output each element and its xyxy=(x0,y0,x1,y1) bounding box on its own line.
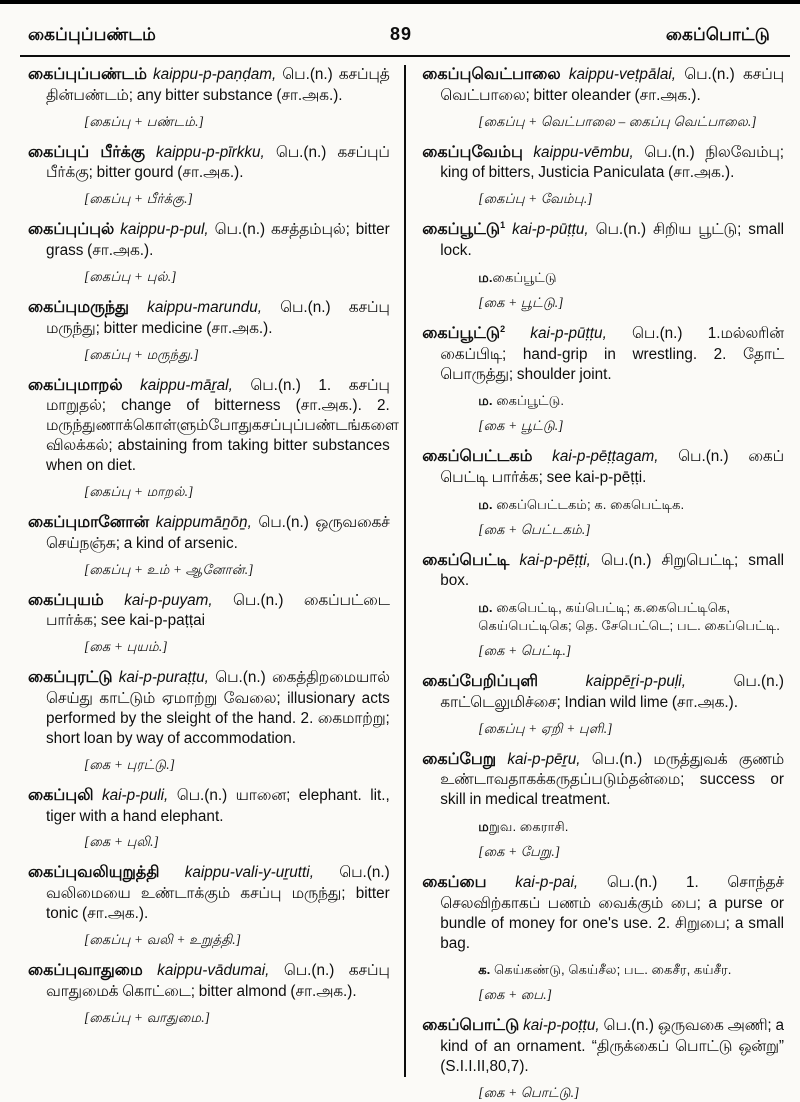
entry-transliteration: kaippu-marundu, xyxy=(147,299,262,317)
dictionary-entry xyxy=(28,863,390,949)
entry-headword: கைப்புப்பண்டம் xyxy=(28,66,147,83)
right-column xyxy=(406,65,785,1100)
entry-etymology: [கைப்பு + வாதுமை.] xyxy=(84,1009,211,1025)
entry-body-text: பெ.(n.) கசப்பு மருந்து; bitter medicine (சா.அக.). xyxy=(46,299,390,337)
entry-transliteration: kai-p-puli, xyxy=(101,786,169,804)
entry-definition xyxy=(28,961,390,1002)
entry-homograph-number: 1 xyxy=(500,220,506,231)
entry-headword: கைப்பெட்டகம் xyxy=(422,448,533,466)
entry-headword: கைப்புவேம்பு xyxy=(422,143,523,161)
page-number: 89 xyxy=(389,24,412,44)
dictionary-entry xyxy=(28,591,390,657)
entry-etymology: [கைப்பு + ஏறி + புளி.] xyxy=(478,720,613,736)
entry-definition xyxy=(28,143,390,184)
dictionary-entry xyxy=(28,668,390,773)
entry-etymology: [கை + பெட்டகம்.] xyxy=(478,521,591,537)
entry-etymology: [கை + பை.] xyxy=(478,987,553,1003)
entry-etymology: [கை + பெட்டி.] xyxy=(478,642,572,658)
dictionary-entry xyxy=(422,447,784,538)
dictionary-entry xyxy=(28,376,399,501)
entry-etymology: [கை + பேறு.] xyxy=(478,844,561,859)
dictionary-entry xyxy=(28,513,390,579)
dictionary-entry xyxy=(422,220,784,311)
entry-definition xyxy=(422,447,784,488)
entry-definition xyxy=(28,591,390,632)
entry-definition xyxy=(28,668,390,748)
dictionary-columns xyxy=(0,57,800,1100)
entry-definition xyxy=(28,786,390,827)
entry-headword: கைப்பை xyxy=(422,874,487,891)
entry-etymology: [கைப்பு + புல்.] xyxy=(84,269,177,285)
entry-body-text: பெ.(n.) சிறுபெட்டி; small box. xyxy=(440,551,784,590)
entry-transliteration: kai-p-pūṭṭu, xyxy=(530,324,607,342)
dictionary-entry xyxy=(422,873,784,1004)
entry-headword: கைப்பூட்டு xyxy=(422,221,501,239)
dictionary-entry xyxy=(28,220,390,286)
entry-definition xyxy=(422,873,784,953)
dictionary-entry xyxy=(28,65,390,131)
dictionary-entry xyxy=(28,143,390,209)
dictionary-entry xyxy=(422,143,784,209)
entry-etymology: [கை + புயம்.] xyxy=(84,639,168,655)
entry-etymology: [கைப்பு + வெட்பாலை – கைப்பு வெட்பாலை.] xyxy=(478,113,757,129)
entry-definition xyxy=(28,376,399,476)
entry-headword: கைப்புப்புல் xyxy=(28,221,115,239)
entry-definition xyxy=(422,551,784,592)
entry-transliteration: kaippēṟi-p-puḷi, xyxy=(585,672,686,690)
entry-transliteration: kaippu-p-pul, xyxy=(120,221,209,239)
entry-transliteration: kaippu-p-paṇḍam, xyxy=(152,66,277,83)
entry-headword: கைப்புவெட்பாலை xyxy=(422,66,561,83)
entry-body-text: பெ.(n.) கசத்தம்புல்; bitter grass (சா.அக.). xyxy=(46,221,390,260)
entry-headword: கைப்பூட்டு xyxy=(422,324,501,342)
entry-body-text: பெ.(n.) ஒருவகை அணி; a kind of an ornament. “திருக்கைப் பொட்டு ஒன்று” (S.I.I.II,80,7). xyxy=(440,1017,785,1075)
entry-etymology: [கைப்பு + பீர்க்கு.] xyxy=(84,191,193,207)
entry-body-text: பெ.(n.) மருத்துவக் குணம் உண்டாவதாகக்கருதப்படும்தன்மை; success or skill in medical treatment. xyxy=(440,750,785,809)
entry-body-text: பெ.(n.) கைப்பட்டை பார்க்க; see kai-p-paṭṭai xyxy=(46,591,390,630)
entry-transliteration: kaippumāṉōṉ, xyxy=(155,513,252,531)
entry-definition xyxy=(422,672,784,713)
entry-body-text: பெ.(n.) காட்டெலுமிச்சை; Indian wild lime (சா.அக.). xyxy=(440,672,784,711)
entry-headword: கைப்பேறு xyxy=(422,750,497,768)
entry-headword: கைப்புவலியுறுத்தி xyxy=(28,864,160,882)
entry-cognates: ம. கைபெட்டி, கய்பெட்டி; க.கைபெட்டிகெ, கெய்பெட்டிகெ; தெ. சேபெட்டெ; பட. கைப்பெட்டி. xyxy=(478,600,780,634)
entry-body-text: பெ.(n.) கைத்திறமையால் செய்து காட்டும் ஏமாற்று வேலை; illusionary acts performed by the sleight of the hand. 2. கைமாற்று; short loan by way of accommodation. xyxy=(46,669,390,747)
entry-headword: கைப்புப் பீர்க்கு xyxy=(28,143,145,161)
entry-headword: கைப்புமானோன் xyxy=(28,513,150,531)
entry-body-text: பெ.(n.) வலிமையை உண்டாக்கும் கசப்பு மருந்து; bitter tonic (சா.அக.). xyxy=(46,864,390,923)
entry-etymology: [கைப்பு + வலி + உறுத்தி.] xyxy=(84,931,242,947)
entry-definition xyxy=(422,143,784,184)
entry-cognates: ம.கைப்பூட்டு xyxy=(478,270,557,286)
entry-cognates: க. கெய்கண்டு, கெய்சீல; பட. கைசீர, கய்சீர. xyxy=(478,962,732,978)
entry-body-text: பெ.(n.) சிறிய பூட்டு; small lock. xyxy=(440,221,784,260)
entry-body-text: பெ.(n.) யானை; elephant. lit., tiger with a hand elephant. xyxy=(46,786,390,825)
entry-transliteration: kai-p-pēṭṭagam, xyxy=(552,448,659,466)
entry-body-text: பெ.(n.) கசப்பு வாதுமைக் கொட்டை; bitter almond (சா.அக.). xyxy=(46,961,390,1000)
entry-body-text: பெ.(n.) 1. கசப்பு மாறுதல்; change of bitterness (சா.அக.). 2. மருந்துணாக்கொள்ளும்போதுகசப்புப்பண்டங்களை விலக்கல்; abstaining from taking bitter substances when on diet. xyxy=(46,376,399,475)
entry-transliteration: kaippu-vali-y-uṟutti, xyxy=(184,864,314,882)
entry-etymology: [கைப்பு + மருந்து.] xyxy=(84,346,199,362)
dictionary-entry xyxy=(28,298,390,364)
entry-transliteration: kai-p-puraṭṭu, xyxy=(118,669,209,687)
entry-definition xyxy=(28,298,390,339)
entry-headword: கைப்பேறிப்புளி xyxy=(422,672,539,690)
dictionary-entry xyxy=(422,750,784,861)
entry-definition xyxy=(28,513,390,554)
entry-transliteration: kaippu-veṭpālai, xyxy=(568,66,677,83)
entry-headword: கைப்பெட்டி xyxy=(422,551,510,569)
entry-definition xyxy=(422,1016,784,1077)
dictionary-entry xyxy=(422,672,784,738)
entry-definition xyxy=(422,750,784,811)
entry-headword: கைப்புவாதுமை xyxy=(28,961,143,979)
entry-transliteration: kai-p-puyam, xyxy=(124,591,213,609)
entry-transliteration: kaippu-p-pīrkku, xyxy=(155,143,265,161)
left-column xyxy=(28,65,404,1077)
header-guide-word-right: கைப்பொட்டு xyxy=(665,25,770,44)
entry-etymology: [கை + பூட்டு.] xyxy=(478,418,564,434)
entry-headword: கைப்புமருந்து xyxy=(28,299,130,317)
entry-transliteration: kai-p-poṭṭu, xyxy=(523,1017,600,1035)
entry-body-text: பெ.(n.) கசப்புப் பீர்க்கு; bitter gourd (சா.அக.). xyxy=(46,143,390,182)
entry-transliteration: kaippu-vēmbu, xyxy=(533,143,634,161)
entry-body-text: பெ.(n.) கசப்பு வெட்பாலை; bitter oleander (சா.அக.). xyxy=(440,66,784,104)
entry-body-text: பெ.(n.) கைப் பெட்டி பார்க்க; see kai-p-pēṭṭi. xyxy=(440,448,784,486)
entry-body-text: பெ.(n.) கசப்புத் தின்பண்டம்; any bitter substance (சா.அக.). xyxy=(46,66,390,104)
entry-body-text: பெ.(n.) நிலவேம்பு; king of bitters, Justicia Paniculata (சா.அக.). xyxy=(440,143,785,182)
entry-cognates: ம. கைப்பூட்டு. xyxy=(478,393,565,409)
entry-headword: கைப்புலி xyxy=(28,786,94,804)
entry-cognates: மறுவ. கைராசி. xyxy=(478,819,569,835)
entry-headword: கைப்புமாறல் xyxy=(28,376,123,394)
entry-homograph-number: 2 xyxy=(500,323,506,334)
dictionary-entry xyxy=(422,551,784,660)
entry-headword: கைப்புயம் xyxy=(28,591,104,609)
entry-definition xyxy=(422,324,784,385)
entry-etymology: [கைப்பு + மாறல்.] xyxy=(84,483,194,499)
entry-headword: கைப்புரட்டு xyxy=(28,669,113,687)
dictionary-entry xyxy=(422,324,784,435)
entry-body-text: பெ.(n.) 1.மல்லரின் கைப்பிடி; hand-grip in wrestling. 2. தோட் பொருத்து; shoulder joint. xyxy=(440,324,785,383)
entry-etymology: [கைப்பு + உம் + ஆனோன்.] xyxy=(84,561,254,577)
dictionary-entry xyxy=(28,961,390,1027)
entry-transliteration: kaippu-māṟal, xyxy=(140,376,233,394)
entry-transliteration: kai-p-pēṭṭi, xyxy=(519,551,591,569)
entry-etymology: [கைப்பு + வேம்பு.] xyxy=(478,191,593,207)
dictionary-entry xyxy=(422,1016,784,1102)
entry-definition xyxy=(422,65,784,106)
entry-cognates: ம. கைப்பெட்டகம்; க. கைபெட்டிக. xyxy=(478,496,685,512)
header-guide-word-left: கைப்புப்பண்டம் xyxy=(28,25,157,44)
entry-headword: கைப்பொட்டு xyxy=(422,1017,520,1035)
entry-body-text: பெ.(n.) 1. சொந்தச் செலவிற்காகப் பணம் வைக்கும் பை; a purse or bundle of money for one's use. 2. சிறுபை; a small bag. xyxy=(440,874,785,952)
entry-etymology: [கை + புலி.] xyxy=(84,834,160,850)
entry-etymology: [கை + பூட்டு.] xyxy=(478,294,564,310)
entry-etymology: [கைப்பு + பண்டம்.] xyxy=(84,113,204,129)
entry-etymology: [கை + பொட்டு.] xyxy=(478,1084,580,1100)
entry-etymology: [கை + புரட்டு.] xyxy=(84,756,176,772)
dictionary-entry xyxy=(422,65,784,131)
entry-definition xyxy=(28,863,390,924)
dictionary-entry xyxy=(28,786,390,852)
entry-definition xyxy=(28,65,390,106)
entry-body-text: பெ.(n.) ஒருவகைச் செய்நஞ்சு; a kind of arsenic. xyxy=(46,513,390,552)
running-header xyxy=(0,4,800,55)
entry-transliteration: kai-p-pēṟu, xyxy=(507,750,581,768)
entry-transliteration: kai-p-pai, xyxy=(515,874,579,891)
entry-transliteration: kai-p-pūṭṭu, xyxy=(512,221,589,239)
entry-definition xyxy=(422,220,784,261)
entry-definition xyxy=(28,220,390,261)
entry-transliteration: kaippu-vādumai, xyxy=(157,961,270,979)
